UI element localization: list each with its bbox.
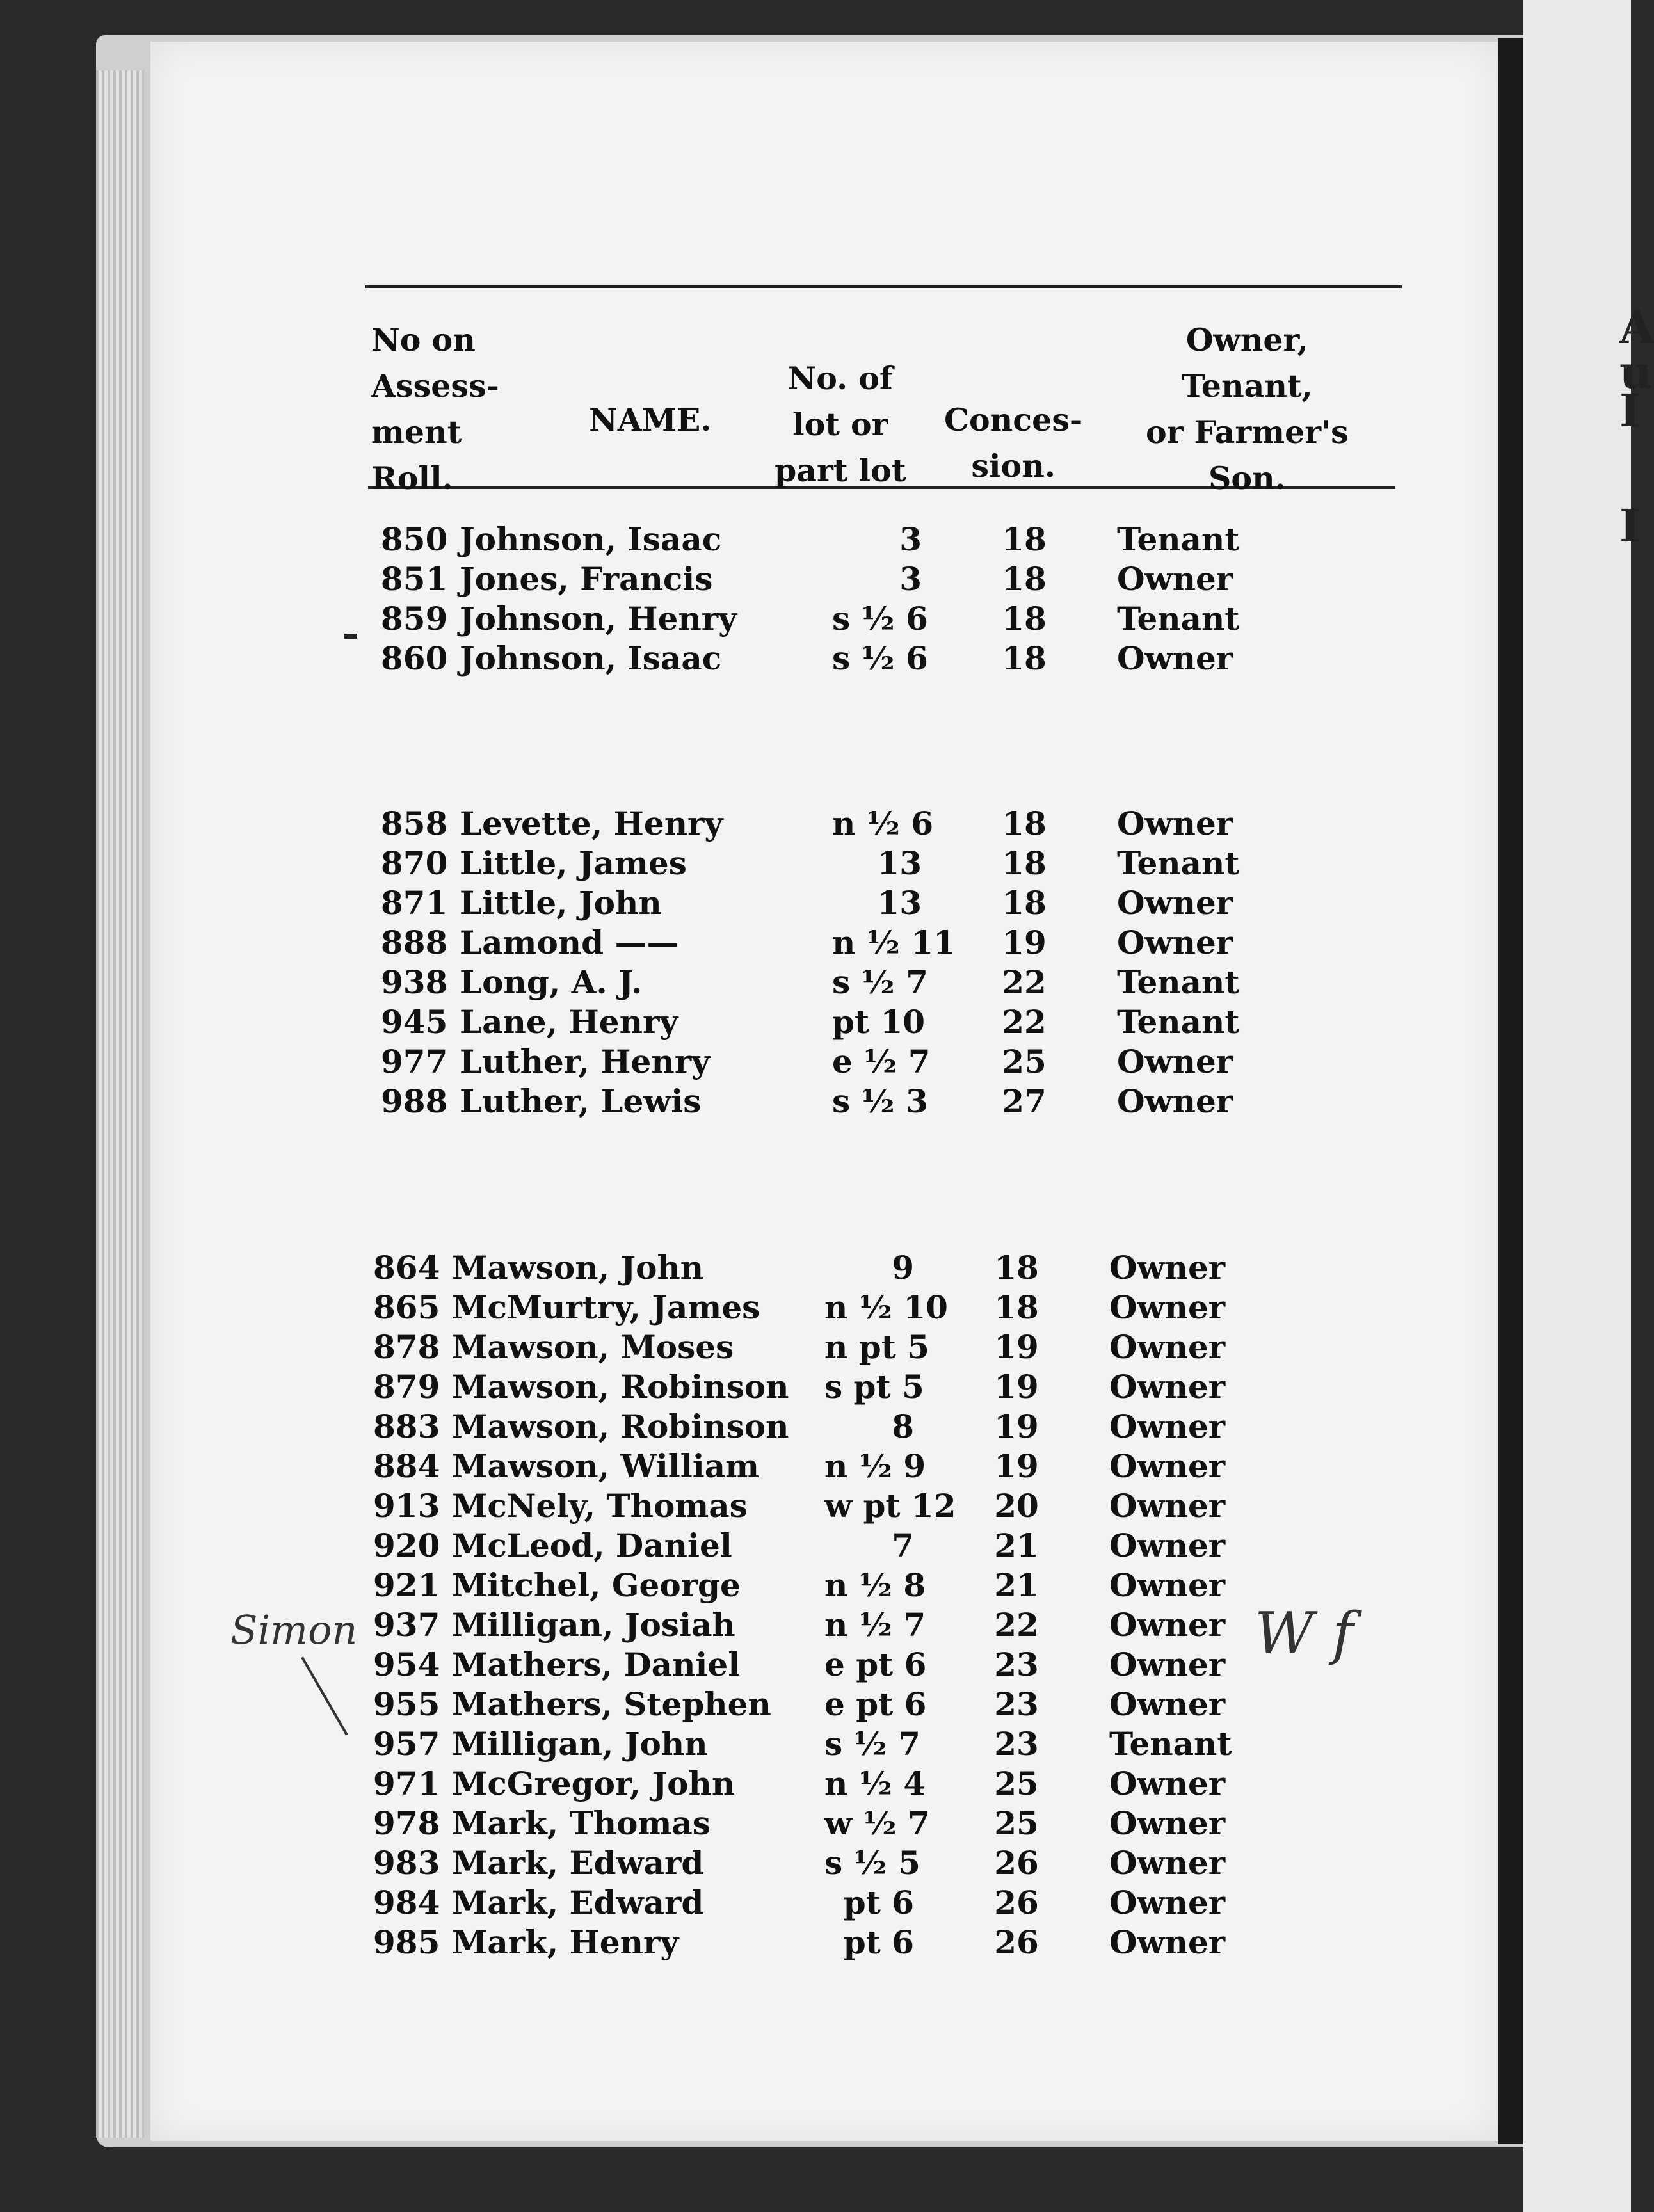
assessment-number: 865 <box>373 1288 440 1326</box>
lot-number: s ½ 7 <box>824 1725 920 1763</box>
tenure-status: Owner <box>1117 924 1233 961</box>
tenure-status: Owner <box>1117 639 1233 677</box>
table-row <box>0 1843 1631 1883</box>
lot-number: 9 <box>892 1249 914 1286</box>
owner-name: Milligan, John <box>452 1725 708 1763</box>
assessment-number: 913 <box>373 1487 440 1525</box>
table-row <box>0 559 1631 599</box>
lot-number: e pt 6 <box>824 1685 927 1723</box>
owner-name: Luther, Lewis <box>460 1082 702 1120</box>
tenure-status: Tenant <box>1117 520 1240 558</box>
lot-number: pt 10 <box>832 1003 926 1041</box>
tenure-status: Owner <box>1109 1566 1226 1604</box>
table-row <box>0 520 1631 559</box>
owner-name: Mitchel, George <box>452 1566 741 1604</box>
concession-number: 20 <box>994 1487 1039 1525</box>
owner-name: Long, A. J. <box>460 963 643 1001</box>
concession-number: 26 <box>994 1884 1039 1921</box>
margin-handwritten-initials: W f <box>1255 1600 1354 1667</box>
owner-name: Johnson, Isaac <box>460 520 722 558</box>
assessment-number: 888 <box>381 924 448 961</box>
concession-number: 18 <box>994 1249 1039 1286</box>
lot-number: s ½ 7 <box>832 963 928 1001</box>
owner-name: Levette, Henry <box>460 805 723 842</box>
table-row <box>0 1764 1631 1804</box>
owner-name: Luther, Henry <box>460 1043 711 1080</box>
tenure-status: Tenant <box>1117 844 1240 882</box>
assessment-number: 871 <box>381 884 448 922</box>
owner-name: Mark, Edward <box>452 1844 704 1882</box>
lot-number: n ½ 6 <box>832 805 934 842</box>
concession-number: 19 <box>994 1368 1039 1406</box>
lot-number: n ½ 4 <box>824 1765 926 1802</box>
owner-name: Mathers, Stephen <box>452 1685 771 1723</box>
assessment-number: 884 <box>373 1447 440 1485</box>
concession-number: 18 <box>1002 520 1047 558</box>
assessment-number: 954 <box>373 1646 440 1683</box>
assessment-number: 851 <box>381 560 448 598</box>
table-row <box>0 1407 1631 1447</box>
margin-handwritten-name: Simon <box>230 1607 358 1653</box>
table-row <box>0 1447 1631 1486</box>
assessment-number: 859 <box>381 600 448 637</box>
concession-number: 23 <box>994 1725 1039 1763</box>
tenure-status: Owner <box>1117 1043 1233 1080</box>
assessment-number: 957 <box>373 1725 440 1763</box>
assessment-number: 860 <box>381 639 448 677</box>
table-row <box>0 1042 1631 1082</box>
lot-number: pt 6 <box>843 1884 914 1921</box>
header-name: NAME. <box>589 401 712 438</box>
concession-number: 18 <box>994 1288 1039 1326</box>
table-row <box>0 923 1631 963</box>
margin-tick <box>344 634 357 639</box>
tenure-status: Owner <box>1109 1407 1226 1445</box>
concession-number: 26 <box>994 1923 1039 1961</box>
concession-number: 19 <box>994 1328 1039 1366</box>
table-row <box>0 1724 1631 1764</box>
table-row <box>0 1526 1631 1566</box>
tenure-status: Tenant <box>1117 1003 1240 1041</box>
assessment-number: 977 <box>381 1043 448 1080</box>
owner-name: Mawson, Moses <box>452 1328 734 1366</box>
facing-page-fragment: I <box>1619 499 1641 552</box>
lot-number: s ½ 3 <box>832 1082 928 1120</box>
lot-number: n ½ 10 <box>824 1288 948 1326</box>
owner-name: McNely, Thomas <box>452 1487 748 1525</box>
assessment-number: 883 <box>373 1407 440 1445</box>
concession-number: 18 <box>1002 600 1047 637</box>
tenure-status: Tenant <box>1117 963 1240 1001</box>
lot-number: pt 6 <box>843 1923 914 1961</box>
assessment-number: 985 <box>373 1923 440 1961</box>
facing-page-fragment: A <box>1619 301 1654 354</box>
owner-name: McGregor, John <box>452 1765 735 1802</box>
tenure-status: Owner <box>1117 560 1233 598</box>
table-row <box>0 963 1631 1002</box>
table-row <box>0 1248 1631 1288</box>
assessment-number: 878 <box>373 1328 440 1366</box>
tenure-status: Tenant <box>1117 600 1240 637</box>
tenure-status: Owner <box>1109 1804 1226 1842</box>
tenure-status: Owner <box>1109 1487 1226 1525</box>
table-row <box>0 1327 1631 1367</box>
tenure-status: Owner <box>1109 1646 1226 1683</box>
tenure-status: Tenant <box>1109 1725 1232 1763</box>
owner-name: Little, John <box>460 884 662 922</box>
tenure-status: Owner <box>1109 1447 1226 1485</box>
table-row <box>0 1002 1631 1042</box>
concession-number: 25 <box>994 1765 1039 1802</box>
concession-number: 18 <box>1002 560 1047 598</box>
table-row <box>0 804 1631 844</box>
table-row <box>0 844 1631 883</box>
assessment-number: 955 <box>373 1685 440 1723</box>
tenure-status: Owner <box>1117 884 1233 922</box>
tenure-status: Owner <box>1109 1884 1226 1921</box>
tenure-status: Owner <box>1117 805 1233 842</box>
facing-page-fragment: u <box>1619 346 1652 399</box>
assessment-number: 850 <box>381 520 448 558</box>
assessment-number: 921 <box>373 1566 440 1604</box>
lot-number: n ½ 8 <box>824 1566 926 1604</box>
header-concession: Conces- sion. <box>944 401 1083 485</box>
concession-number: 18 <box>1002 844 1047 882</box>
table-row <box>0 599 1631 639</box>
table-row <box>0 1486 1631 1526</box>
assessment-number: 984 <box>373 1884 440 1921</box>
table-row <box>0 1685 1631 1724</box>
owner-name: Lamond —— <box>460 924 679 961</box>
top-rule <box>365 285 1402 288</box>
table-row <box>0 1923 1631 1962</box>
lot-number: n pt 5 <box>824 1328 930 1366</box>
concession-number: 22 <box>1002 963 1047 1001</box>
assessment-number: 937 <box>373 1606 440 1644</box>
lot-number: 13 <box>877 884 922 922</box>
concession-number: 19 <box>994 1407 1039 1445</box>
header-lot: No. of lot or part lot <box>775 360 906 489</box>
tenure-status: Owner <box>1109 1685 1226 1723</box>
owner-name: Milligan, Josiah <box>452 1606 735 1644</box>
lot-number: s pt 5 <box>824 1368 924 1406</box>
concession-number: 22 <box>994 1606 1039 1644</box>
assessment-number: 971 <box>373 1765 440 1802</box>
concession-number: 21 <box>994 1527 1039 1564</box>
owner-name: Little, James <box>460 844 687 882</box>
tenure-status: Owner <box>1109 1923 1226 1961</box>
concession-number: 22 <box>1002 1003 1047 1041</box>
lot-number: s ½ 6 <box>832 600 928 637</box>
tenure-status: Owner <box>1109 1527 1226 1564</box>
lot-number: 8 <box>892 1407 914 1445</box>
tenure-status: Owner <box>1109 1765 1226 1802</box>
owner-name: Mathers, Daniel <box>452 1646 741 1683</box>
owner-name: Mark, Thomas <box>452 1804 711 1842</box>
lot-number: e ½ 7 <box>832 1043 931 1080</box>
lot-number: s ½ 5 <box>824 1844 920 1882</box>
assessment-number: 988 <box>381 1082 448 1120</box>
assessment-number: 870 <box>381 844 448 882</box>
table-row <box>0 1367 1631 1407</box>
concession-number: 23 <box>994 1685 1039 1723</box>
lot-number: s ½ 6 <box>832 639 928 677</box>
owner-name: Mark, Edward <box>452 1884 704 1921</box>
owner-name: McLeod, Daniel <box>452 1527 732 1564</box>
concession-number: 21 <box>994 1566 1039 1604</box>
table-row <box>0 1883 1631 1923</box>
concession-number: 26 <box>994 1844 1039 1882</box>
concession-number: 19 <box>994 1447 1039 1485</box>
assessment-number: 879 <box>373 1368 440 1406</box>
lot-number: n ½ 9 <box>824 1447 926 1485</box>
assessment-number: 978 <box>373 1804 440 1842</box>
lot-number: 13 <box>877 844 922 882</box>
concession-number: 27 <box>1002 1082 1047 1120</box>
owner-name: Mawson, William <box>452 1447 760 1485</box>
owner-name: McMurtry, James <box>452 1288 760 1326</box>
tenure-status: Owner <box>1109 1288 1226 1326</box>
facing-page-fragment: I <box>1619 384 1641 437</box>
lot-number: 7 <box>892 1527 914 1564</box>
lot-number: w pt 12 <box>824 1487 956 1525</box>
table-row <box>0 883 1631 923</box>
assessment-number: 858 <box>381 805 448 842</box>
owner-name: Mark, Henry <box>452 1923 679 1961</box>
owner-name: Jones, Francis <box>460 560 713 598</box>
assessment-number: 983 <box>373 1844 440 1882</box>
concession-number: 18 <box>1002 639 1047 677</box>
assessment-number: 945 <box>381 1003 448 1041</box>
concession-number: 25 <box>994 1804 1039 1842</box>
tenure-status: Owner <box>1109 1368 1226 1406</box>
tenure-status: Owner <box>1109 1606 1226 1644</box>
concession-number: 25 <box>1002 1043 1047 1080</box>
header-assessment-number: No on Assess- ment Roll. <box>371 321 499 497</box>
owner-name: Mawson, John <box>452 1249 704 1286</box>
table-row <box>0 1288 1631 1327</box>
table-row <box>0 1082 1631 1121</box>
tenure-status: Owner <box>1109 1328 1226 1366</box>
owner-name: Mawson, Robinson <box>452 1368 789 1406</box>
table-row <box>0 1804 1631 1843</box>
header-status: Owner, Tenant, or Farmer's Son. <box>1146 321 1349 497</box>
owner-name: Lane, Henry <box>460 1003 678 1041</box>
lot-number: n ½ 7 <box>824 1606 926 1644</box>
assessment-number: 920 <box>373 1527 440 1564</box>
tenure-status: Owner <box>1109 1249 1226 1286</box>
table-row <box>0 639 1631 678</box>
tenure-status: Owner <box>1109 1844 1226 1882</box>
concession-number: 18 <box>1002 805 1047 842</box>
lot-number: w ½ 7 <box>824 1804 930 1842</box>
concession-number: 18 <box>1002 884 1047 922</box>
table-row <box>0 1566 1631 1605</box>
lot-number: e pt 6 <box>824 1646 927 1683</box>
owner-name: Johnson, Henry <box>460 600 737 637</box>
lot-number: 3 <box>899 560 922 598</box>
tenure-status: Owner <box>1117 1082 1233 1120</box>
concession-number: 23 <box>994 1646 1039 1683</box>
lot-number: 3 <box>899 520 922 558</box>
assessment-number: 938 <box>381 963 448 1001</box>
lot-number: n ½ 11 <box>832 924 956 961</box>
owner-name: Johnson, Isaac <box>460 639 722 677</box>
concession-number: 19 <box>1002 924 1047 961</box>
assessment-number: 864 <box>373 1249 440 1286</box>
owner-name: Mawson, Robinson <box>452 1407 789 1445</box>
